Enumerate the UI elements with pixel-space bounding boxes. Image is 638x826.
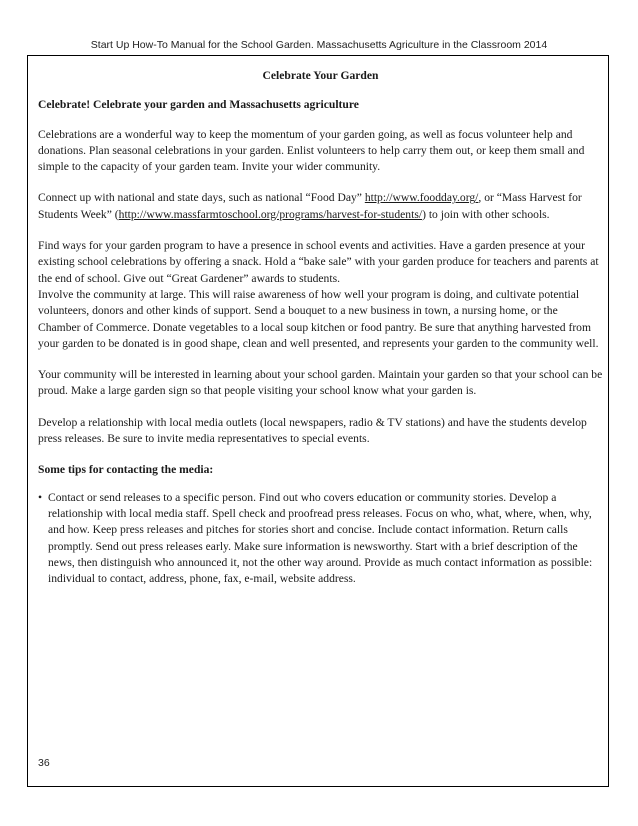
- paragraph-media: Develop a relationship with local media outlets (local newspapers, radio & TV stations) and have the students develop press releases. Be sure to invite media representatives to special events.: [38, 415, 587, 446]
- tips-heading: Some tips for contacting the media:: [38, 463, 214, 477]
- list-item: [38, 490, 603, 588]
- harvest-for-students-link[interactable]: http://www.massfarmtoschool.org/programs/harvest-for-students/: [118, 207, 423, 221]
- page-content: [38, 68, 603, 587]
- paragraph-school-garden: Your community will be interested in learning about your school garden. Maintain your garden so that your school can be proud. Make a large garden sign so that people visiting your school know what your garden is.: [38, 368, 603, 398]
- foodday-link[interactable]: http://www.foodday.org/: [364, 191, 479, 205]
- national-days-text-middle: , or “Mass Harvest for Students Week” (: [38, 191, 582, 221]
- section-title: Celebrate Your Garden: [262, 69, 379, 82]
- running-header: Start Up How-To Manual for the School Garden. Massachusetts Agriculture in the Classroom 2014: [90, 39, 548, 51]
- paragraph-community: Involve the community at large. This will raise awareness of how well your program is doing, and cultivate potential volunteers, donors and other kinds of support. Send a bouquet to a new business in town, a nursing home, or the Chamber of Commerce. Donate vegetables to a local soup kitchen or food pantry. Be sure that anything harvested from your garden to be donated is in good shape, clean and well presented, and represents your garden to the community well.: [38, 287, 599, 350]
- paragraph-national-days: [38, 190, 603, 223]
- paragraph-celebrations: Celebrations are a wonderful way to keep the momentum of your garden going, as well as focus volunteer help and donations. Plan seasonal celebrations in your garden. Enlist volunteers to help carry them out, or keep them small and simple to the capacity of your garden team. Invite your wider community.: [38, 127, 585, 174]
- bullet-icon: •: [38, 490, 43, 504]
- paragraph-school-events: Find ways for your garden program to have a presence in school events and activities. Have a garden presence at your existing school celebrations by offering a snack. Hold a “bake sale” with your garden produce for teachers and parents at the end of school. Give out “Great Gardener” awards to students.: [38, 239, 599, 285]
- national-days-text-after: ) to join with other schools.: [422, 207, 550, 221]
- section-subtitle: Celebrate! Celebrate your garden and Massachusetts agriculture: [38, 98, 359, 112]
- page-number: 36: [38, 757, 50, 769]
- tip-text: Contact or send releases to a specific person. Find out who covers education or community stories. Develop a relationship with local media staff. Spell check and proofread press releases. Focus on who, what, where, when, why, and how. Keep press releases and pitches for stories short and concise. Include contact information. Return calls promptly. Send out press releases early. Make sure information is newsworthy. Start with a brief description of the news, then distinguish who announced it, not the other way around. Provide as much contact information as possible: individual to contact, address, phone, fax, e-mail, website address.: [48, 490, 593, 586]
- national-days-text-before: Connect up with national and state days, such as national “Food Day”: [38, 191, 365, 205]
- tips-list: [38, 490, 603, 588]
